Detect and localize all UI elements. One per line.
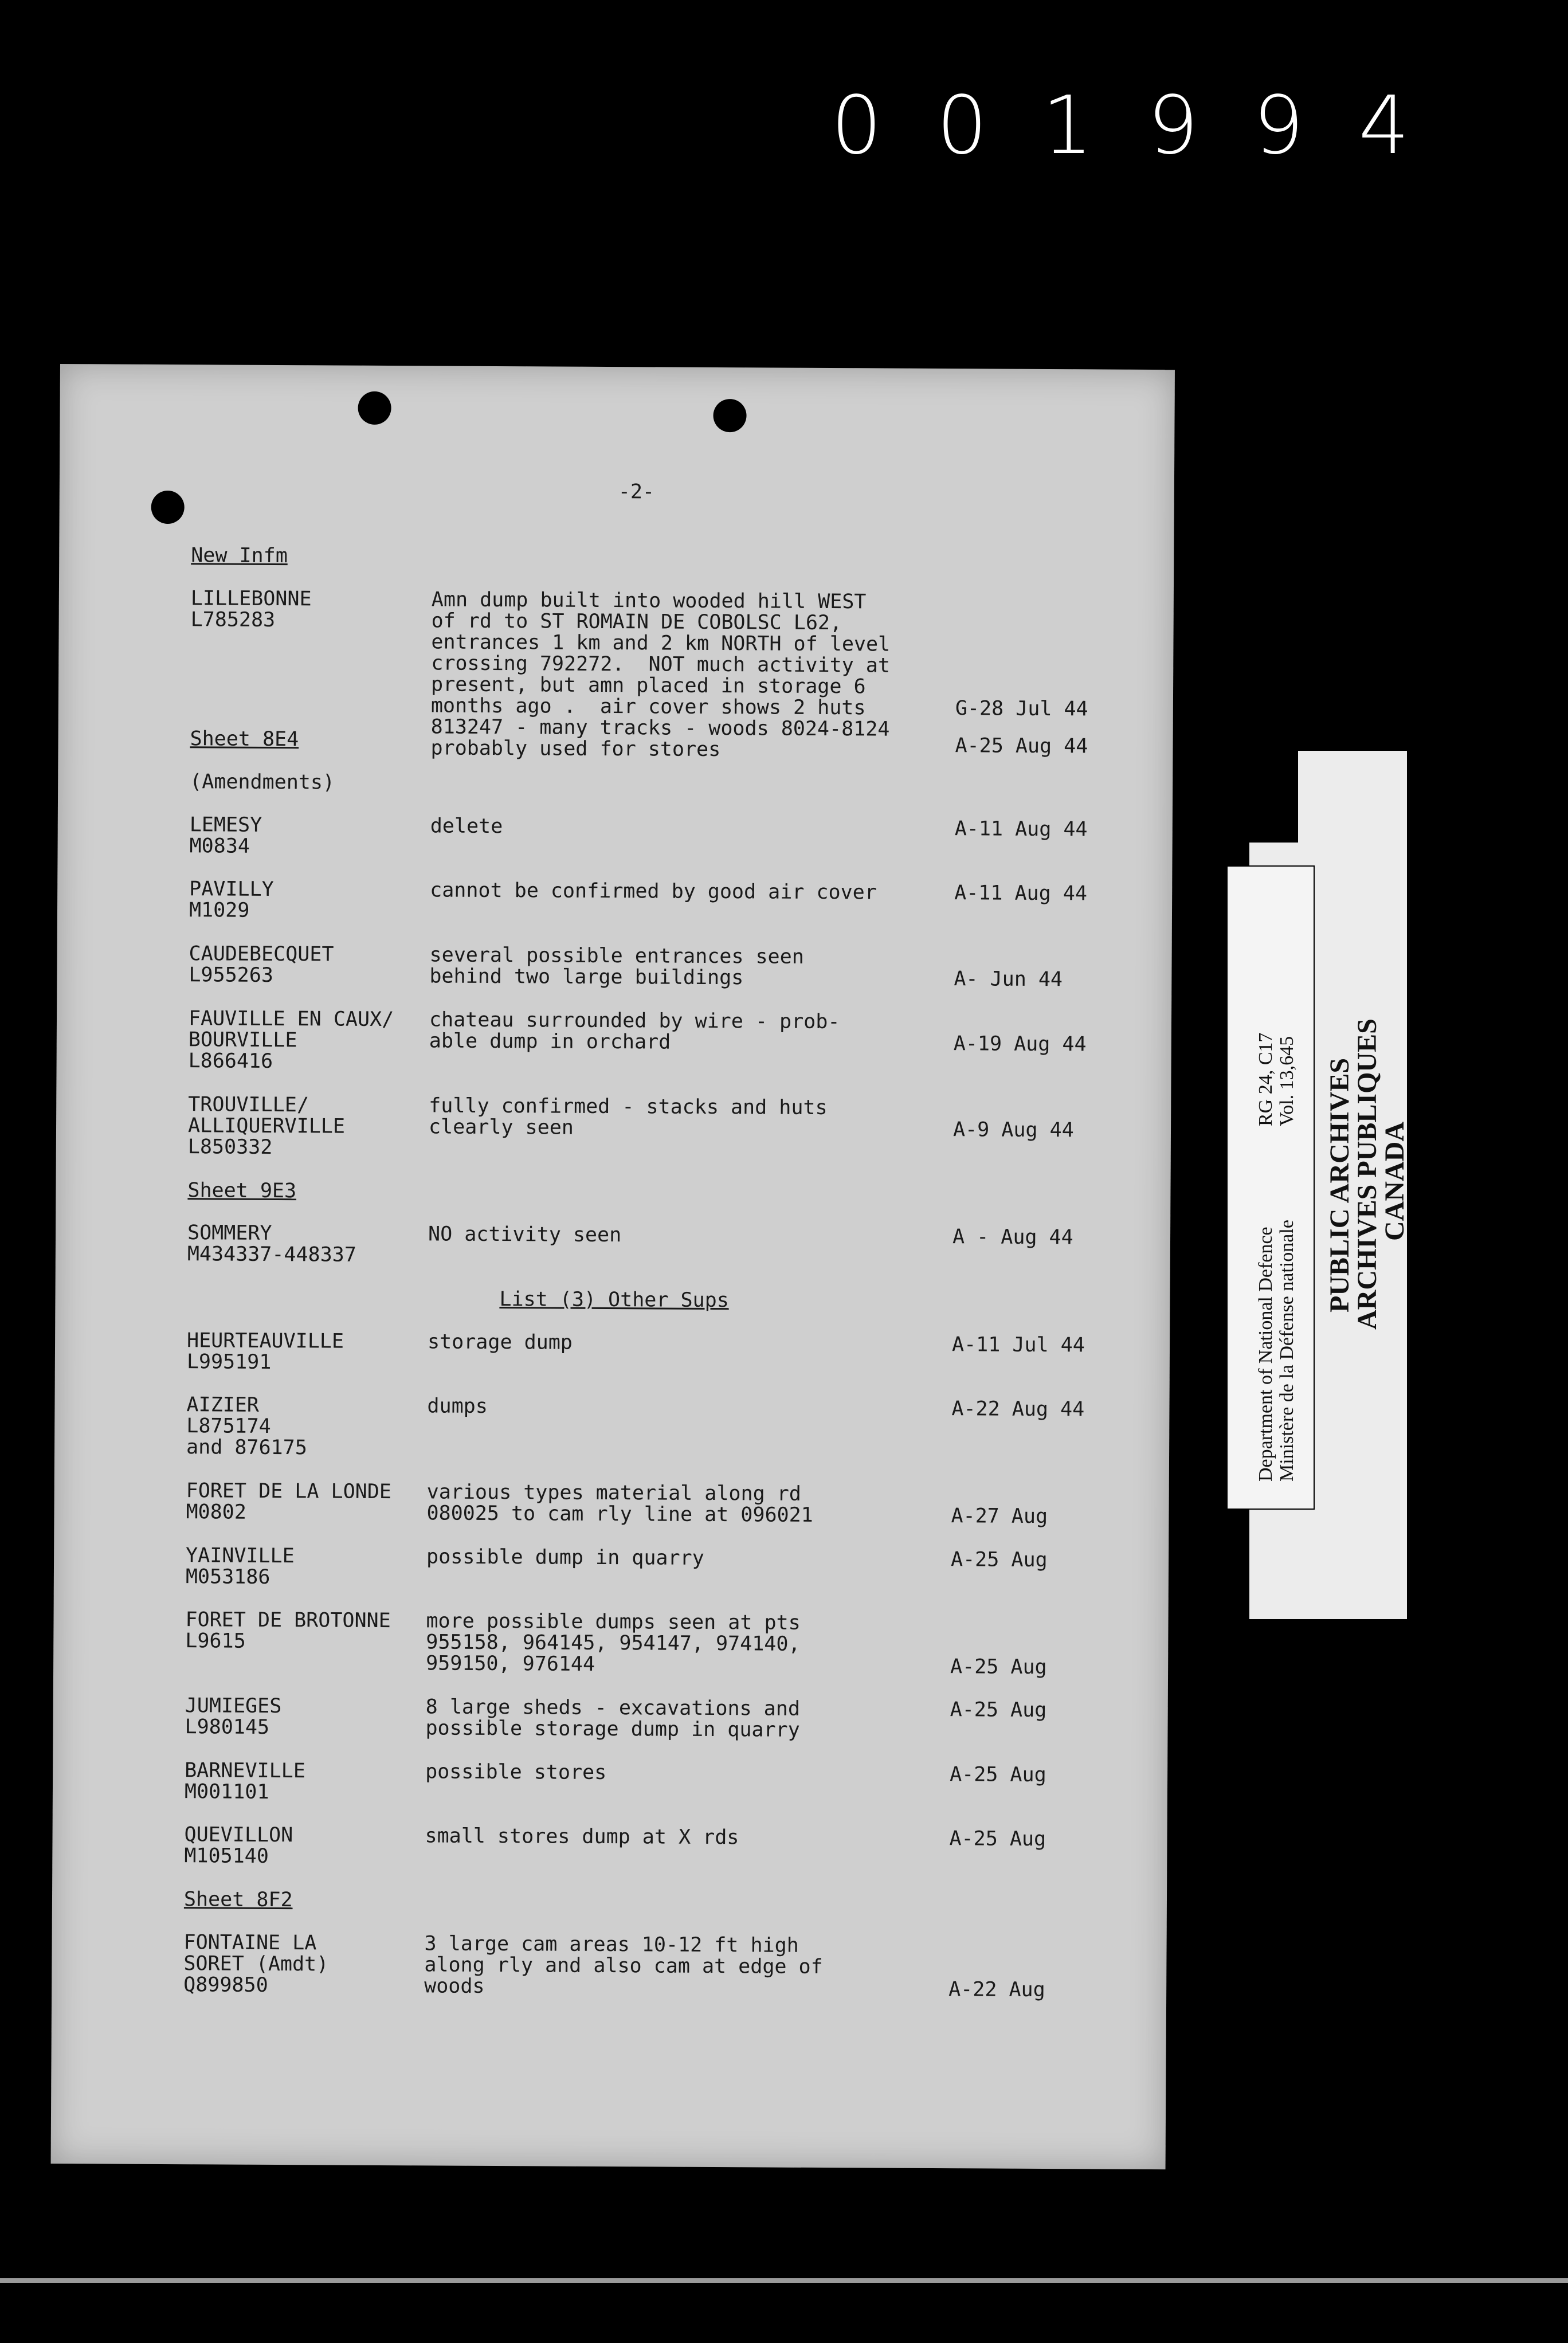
entry-date: G-28 Jul 44: [955, 697, 1088, 721]
entry-location: FONTAINE LA SORET (Amdt) Q899850: [183, 1931, 329, 1997]
department-fr: Ministère de la Défense nationale: [1276, 1220, 1297, 1482]
entry-row: [55, 1393, 1170, 1460]
entry-row: [57, 877, 1172, 922]
entry-row: [52, 1931, 1167, 2002]
entry-location: QUEVILLON M105140: [184, 1823, 293, 1868]
department-en: Department of National Defence: [1255, 1227, 1276, 1482]
entry-description: several possible entrances seen behind two large buildings: [429, 943, 804, 990]
entry-location: YAINVILLE M053186: [185, 1544, 295, 1589]
entry-location: CAUDEBECQUET L955263: [189, 942, 334, 987]
entry-date: A-25 Aug: [950, 1698, 1047, 1722]
entry-description: possible dump in quarry: [426, 1545, 704, 1570]
frame-number: 001994: [831, 79, 1464, 173]
entry-description: 8 large sheds - excavations and possible storage dump in quarry: [425, 1695, 801, 1742]
entry-row: [54, 1479, 1169, 1529]
entry-row: [53, 1694, 1168, 1742]
section-heading-sheet-8f2: Sheet 8F2: [183, 1888, 293, 1912]
record-group: RG 24, C17: [1255, 1032, 1276, 1126]
entry-description: small stores dump at X rds: [425, 1824, 739, 1850]
entry-description: cannot be confirmed by good air cover: [430, 879, 877, 904]
entry-location: FAUVILLE EN CAUX/ BOURVILLE L866416: [188, 1007, 394, 1073]
entry-date: A-22 Aug: [948, 1978, 1045, 2002]
entry-description: possible stores: [425, 1760, 607, 1785]
entry-location: BARNEVILLE M001101: [184, 1759, 305, 1804]
entry-date: A-25 Aug: [950, 1655, 1047, 1679]
list-heading: List (3) Other Sups: [499, 1288, 729, 1312]
card-notch: [1249, 751, 1298, 843]
entry-description: Amn dump built into wooded hill WEST of rd to ST ROMAIN DE COBOLSC L62, entrances 1 km and 2 km NORTH of level crossing 792272. NOT much activity at present, but amn placed in storage 6 months ago . air cover shows 2 huts 813247 - many tracks - woods 8024-8124 probably used for stores: [430, 588, 891, 762]
entry-row: [54, 1608, 1169, 1679]
film-edge: [0, 2278, 1568, 2283]
entry-location: HEURTEAUVILLE L995191: [186, 1329, 344, 1374]
entry-row: [58, 813, 1173, 858]
entry-date: A- Jun 44: [954, 967, 1063, 992]
entry-date: A-19 Aug 44: [953, 1032, 1087, 1056]
section-heading-sheet-9e3: Sheet 9E3: [187, 1179, 297, 1203]
entry-description: chateau surrounded by wire - prob- able dump in orchard: [429, 1008, 840, 1054]
entry-row: [57, 942, 1172, 992]
entry-date: A-25 Aug: [949, 1827, 1046, 1851]
entry-date: A-27 Aug: [951, 1504, 1048, 1529]
entry-location: JUMIEGES L980145: [185, 1694, 282, 1739]
entry-location: SOMMERY M434337-448337: [187, 1221, 356, 1267]
entry-description: 3 large cam areas 10-12 ft high along rly and also cam at edge of woods: [424, 1932, 823, 1998]
entry-location: LILLEBONNE L785283: [190, 587, 312, 632]
entry-row: [53, 1823, 1167, 1868]
entry-date: A-9 Aug 44: [952, 1118, 1074, 1142]
entry-row: [54, 1544, 1169, 1589]
country: CANADA: [1379, 1122, 1410, 1241]
document-page: [51, 364, 1175, 2169]
public-archives-en: PUBLIC ARCHIVES: [1324, 1057, 1355, 1312]
section-heading-new-infm: New Infm: [191, 544, 288, 568]
entry-description: dumps: [427, 1394, 488, 1418]
entry-description: storage dump: [427, 1330, 573, 1354]
entry-date: A-11 Aug 44: [954, 881, 1088, 906]
entry-location: FORET DE LA LONDE M0802: [186, 1479, 392, 1524]
section-heading-sheet-8e4: Sheet 8E4: [190, 727, 299, 751]
entry-row: [53, 1759, 1167, 1804]
entry-date: A-25 Aug: [950, 1763, 1046, 1787]
entry-date: A-11 Jul 44: [951, 1333, 1085, 1357]
entry-date: A-25 Aug 44: [955, 734, 1088, 758]
entry-date: A-22 Aug 44: [951, 1397, 1085, 1421]
entry-row: [55, 1329, 1170, 1374]
section-subheading: (Amendments): [190, 770, 335, 794]
entry-date: A-11 Aug 44: [954, 817, 1088, 841]
entry-location: FORET DE BROTONNE L9615: [185, 1608, 391, 1653]
volume-number: Vol. 13,645: [1276, 1036, 1297, 1126]
entry-date: A-25 Aug: [950, 1548, 1048, 1572]
public-archives-fr: ARCHIVES PUBLIQUES: [1352, 1018, 1382, 1330]
page-number: -2-: [618, 480, 655, 504]
entry-row: [57, 1007, 1171, 1073]
entry-location: LEMESY M0834: [189, 813, 262, 858]
entry-location: PAVILLY M1029: [189, 877, 274, 922]
entry-location: AIZIER L875174 and 876175: [186, 1393, 307, 1460]
entry-location: TROUVILLE/ ALLIQUERVILLE L850332: [187, 1093, 346, 1159]
entry-description: various types material along rd 080025 to cam rly line at 096021: [426, 1480, 813, 1527]
entry-description: NO activity seen: [428, 1223, 622, 1247]
entry-description: fully confirmed - stacks and huts clearly seen: [428, 1094, 828, 1139]
entry-row: [56, 1093, 1171, 1159]
entry-row: [56, 1221, 1170, 1267]
entry-description: more possible dumps seen at pts 955158, 964145, 954147, 974140, 959150, 976144: [426, 1609, 801, 1676]
entry-date: A - Aug 44: [952, 1225, 1073, 1249]
entry-description: delete: [430, 814, 503, 839]
